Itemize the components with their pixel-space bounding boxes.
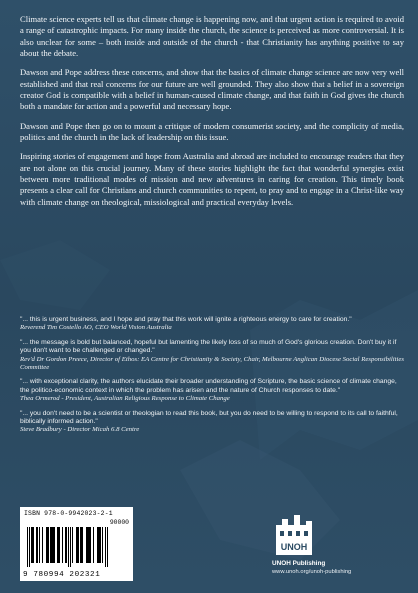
barcode-bar [65, 527, 67, 563]
endorsements [20, 316, 404, 441]
barcode-bar [31, 527, 33, 563]
barcode-digits: 9 780994 202321 [23, 571, 101, 579]
unoh-logo-icon [272, 511, 316, 557]
barcode-bar [48, 527, 49, 563]
barcode-bar [86, 527, 88, 563]
barcode-bar [27, 527, 28, 567]
endorsement-quote: "... the message is bold but balanced, hopeful but lamenting the likely loss of so much of God's glorious creation. Don't buy it if you don't want to be challenged or changed." [20, 338, 397, 355]
blurb [20, 14, 404, 216]
blurb-paragraph: Inspiring stories of engagement and hope from Australia and abroad are included to encourage readers that they are not alone on this crucial journey. Many of these stories highlight the fact that wonderful synergies exist between more traditional modes of mission and new adventures in caring for creation. This timely book presents a clear call for Christians and church communities to repent, to pray and to engage in a Christ-like way with climate change on theological, missiological and practical everyday levels. [20, 151, 404, 207]
endorsement-quote: "... you don't need to be a scientist or theologian to read this book, but you do need to be willing to respond to its call to faithful, biblically informed action." [20, 409, 398, 426]
endorsement [20, 316, 404, 333]
barcode-bar [54, 527, 55, 563]
barcode-bar [57, 527, 59, 563]
price-code: 90000 [109, 519, 129, 526]
publisher-url: www.unoh.org/unoh-publishing [272, 569, 352, 575]
barcode-bar [46, 527, 48, 563]
barcode-bar [76, 527, 78, 563]
barcode-bar [97, 527, 99, 563]
endorsement-attribution: Steve Bradbury - Director Micah 6.8 Centre [20, 426, 140, 434]
blurb-paragraph: Dawson and Pope then go on to mount a critique of modern consumerist society, and the complicity of media, politics and the church in the lack of leadership on this issue. [20, 120, 404, 143]
endorsement-quote: "... with exceptional clarity, the authors elucidate their broader understanding of Scripture, the basic science of climate change, the politico-economic context in which the problem has arisen and the nature of Church responses to date." [20, 378, 397, 394]
barcode-bar [88, 527, 90, 563]
barcode-bar [36, 527, 38, 563]
barcode-bars [26, 527, 127, 567]
endorsement-attribution: Reverend Tim Costello AO, CEO World Vision Australia [20, 324, 172, 332]
barcode-bar [78, 527, 79, 563]
barcode-bar [82, 527, 83, 563]
barcode-bar [72, 527, 73, 563]
barcode-bar [52, 527, 54, 563]
barcode-bar [99, 527, 101, 563]
publisher-block [272, 511, 402, 585]
barcode-bar [62, 527, 63, 563]
barcode-bar [50, 527, 52, 563]
isbn-barcode [20, 507, 133, 581]
blurb-paragraph: Climate science experts tell us that climate change is happening now, and that urgent action is required to avoid a range of catastrophic impacts. For many inside the church, the science is perceived as more controversial. It is also unclear for some – both inside and outside of the church - that Christianity has anything positive to say about the debate. [20, 14, 404, 59]
endorsement [20, 410, 404, 435]
barcode-bar [39, 527, 40, 563]
logo-text: UNOH [280, 542, 308, 552]
publisher-name: UNOH Publishing [272, 560, 326, 567]
endorsement-quote: "... this is urgent business, and I hope and pray that this work will ignite a righteous energy to care for creation." [20, 316, 352, 323]
barcode-bar [90, 527, 91, 563]
barcode-bar [102, 527, 103, 563]
blurb-paragraph: Dawson and Pope address these concerns, and show that the basics of climate change science are now very well established and that real concerns for our future are well grounded. They also show that a belief in a sovereign creator God is compatible with a belief in human-caused climate change, and that faith in God gives the church both a mandate for action and a powerful and necessary hope. [20, 67, 404, 112]
barcode-bar [42, 527, 43, 563]
barcode-bar [107, 527, 108, 567]
barcode-bar [29, 527, 30, 567]
barcode-bar [59, 527, 60, 563]
barcode-bar [70, 527, 71, 567]
barcode-bar [93, 527, 94, 563]
barcode-bar [105, 527, 106, 567]
endorsement [20, 378, 404, 403]
endorsement [20, 339, 404, 373]
endorsement-attribution: Rev'd Dr Gordon Preece, Director of Ethos: EA Centre for Christianity & Society, Chair, Melbourne Anglican Diocese Social Responsibilities Committee [20, 355, 404, 372]
barcode-bar [33, 527, 34, 563]
endorsement-attribution: Thea Ormerod - President, Australian Religious Response to Climate Change [20, 395, 230, 403]
barcode-bar [80, 527, 82, 563]
barcode-bar [68, 527, 69, 567]
isbn-number: ISBN 978-0-9942023-2-1 [24, 510, 113, 517]
